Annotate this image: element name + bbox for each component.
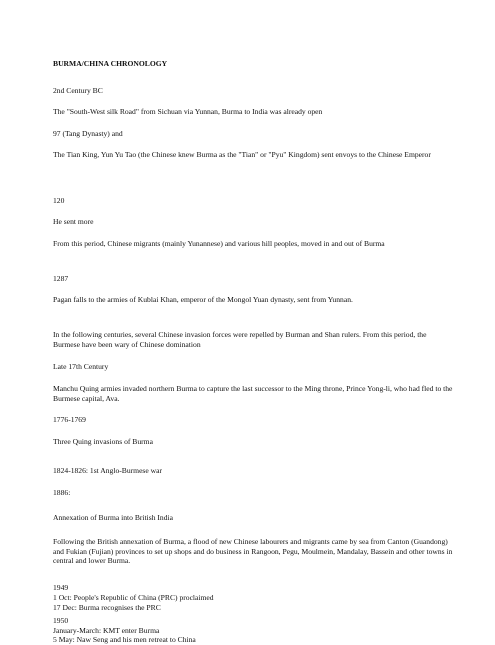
paragraph: In the following centuries, several Chinese invasion forces were repelled by Burman and Shan rulers. From this period, the Burmese have been wary of Chinese domination (53, 330, 427, 349)
paragraph: 1287 (53, 274, 69, 283)
paragraph: Following the British annexation of Burma, a flood of new Chinese labourers and migrants came by sea from Canton (Guandong) and Fukian (Fujian) provinces to set up shops and do business in Rangoon, Pegu, Moulmein, Mandalay, Bassein and other towns in central and lower Burma. (53, 537, 453, 565)
paragraph: From this period, Chinese migrants (mainly Yunannese) and various hill peoples, moved in and out of Burma (53, 239, 385, 248)
paragraph: 1950 (53, 616, 69, 625)
document-title: BURMA/CHINA CHRONOLOGY (53, 59, 168, 68)
paragraph: 1949 (53, 583, 69, 592)
paragraph: Manchu Quing armies invaded northern Burma to capture the last successor to the Ming throne, Prince Yong-li, who had fled to the Burmese capital, Ava. (53, 384, 453, 403)
paragraph: Late 17th Century (53, 362, 109, 371)
paragraph: He sent more (53, 217, 94, 226)
paragraph: 1886: (53, 488, 71, 497)
paragraph: 97 (Tang Dynasty) and (53, 129, 123, 138)
paragraph: 5 May: Naw Seng and his men retreat to China (53, 635, 196, 644)
paragraph: Annexation of Burma into British India (53, 513, 174, 522)
paragraph: The "South-West silk Road" from Sichuan via Yunnan, Burma to India was already open (53, 107, 323, 116)
paragraph: 1776-1769 (53, 415, 86, 424)
paragraph: 1 Oct: People's Republic of China (PRC) proclaimed (53, 593, 214, 602)
paragraph: 17 Dec: Burma recognises the PRC (53, 603, 161, 612)
paragraph: 120 (53, 196, 65, 205)
paragraph: Three Quing invasions of Burma (53, 437, 153, 446)
paragraph: 2nd Century BC (53, 86, 103, 95)
paragraph: The Tian King, Yun Yu Tao (the Chinese knew Burma as the "Tian" or "Pyu" Kingdom) sent envoys to the Chinese Emperor (53, 150, 431, 159)
paragraph: January-March: KMT enter Burma (53, 626, 160, 635)
paragraph: Pagan falls to the armies of Kublai Khan, emperor of the Mongol Yuan dynasty, sent from Yunnan. (53, 295, 353, 304)
paragraph: 1824-1826: 1st Anglo-Burmese war (53, 466, 163, 475)
